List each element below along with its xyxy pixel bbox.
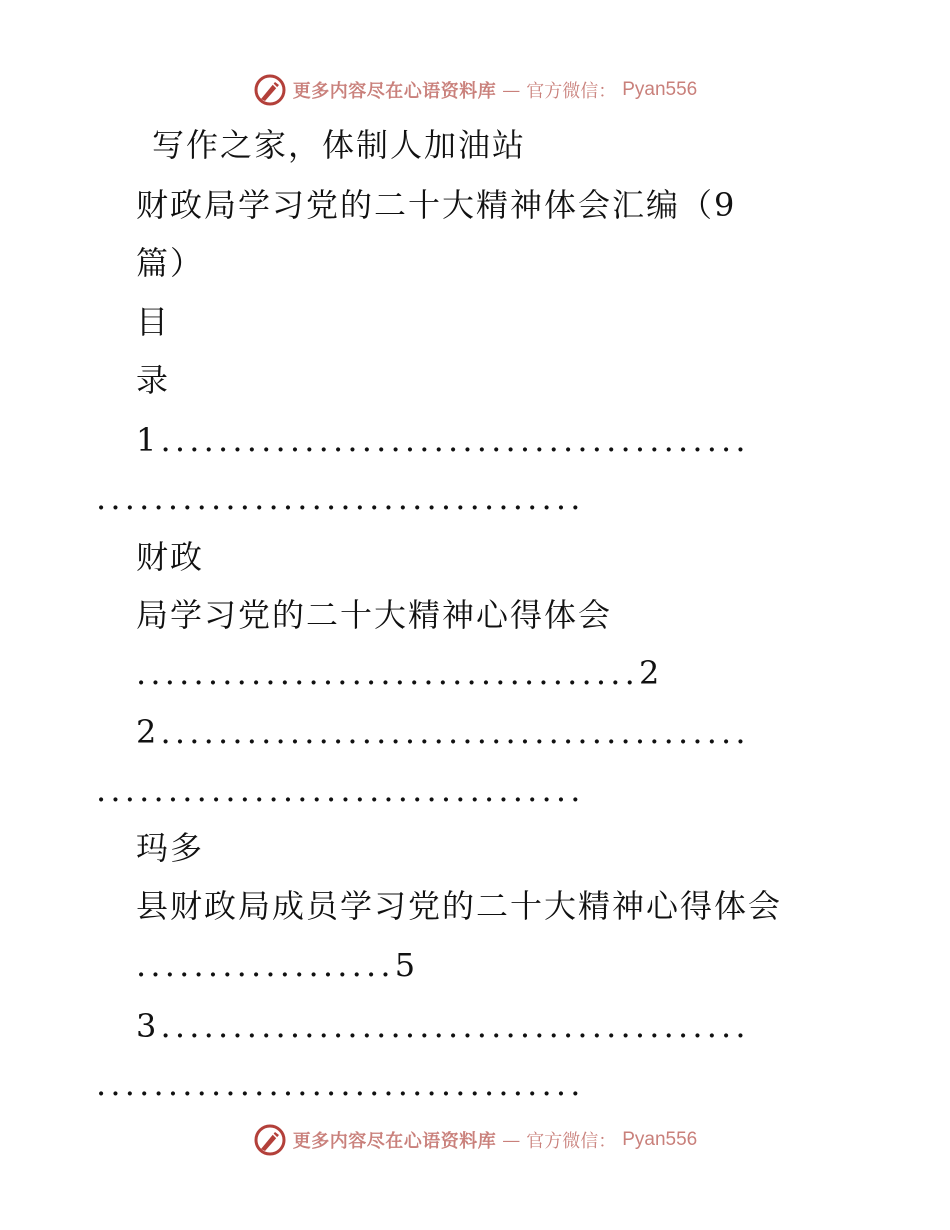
watermark-id: Pyan556: [622, 1129, 698, 1150]
watermark-label: 官方微信：: [526, 81, 617, 102]
toc-entry-1-number: 1.........................................: [136, 421, 750, 459]
watermark-separator: —: [502, 79, 521, 101]
pen-logo-icon: [253, 73, 287, 107]
watermark-text: 更多内容尽在心语资料库: [292, 81, 497, 102]
toc-entry-1-page: ...................................2: [136, 654, 664, 692]
watermark-text: 更多内容尽在心语资料库: [292, 1131, 497, 1152]
toc-entry-1-title-a: 财政: [136, 538, 205, 576]
toc-entry-1-title-b: 局学习党的二十大精神心得体会: [136, 596, 613, 634]
document-title-line2: 篇）: [136, 244, 205, 282]
pen-logo-icon: [253, 1123, 287, 1157]
watermark-footer: [0, 1120, 950, 1160]
toc-entry-2-title-b: 县财政局成员学习党的二十大精神心得体会: [136, 887, 783, 925]
site-slogan: 写作之家，体制人加油站: [152, 126, 527, 164]
toc-heading-char1: 目: [136, 303, 171, 341]
toc-entry-2-title-a: 玛多: [136, 829, 205, 867]
toc-entry-2-number: 2.........................................: [136, 713, 750, 751]
toc-entry-3-leader: ..................................: [96, 1065, 585, 1103]
document-title-line1: 财政局学习党的二十大精神体会汇编（9: [136, 186, 737, 224]
toc-heading-char2: 录: [136, 361, 171, 399]
watermark-id: Pyan556: [622, 79, 698, 100]
watermark-header: [0, 70, 950, 110]
watermark-separator: —: [502, 1129, 521, 1151]
toc-entry-3-number: 3.........................................: [136, 1007, 750, 1045]
toc-entry-2-leader: ..................................: [96, 771, 585, 809]
watermark-label: 官方微信：: [526, 1131, 617, 1152]
toc-entry-2-page: ..................5: [136, 946, 420, 984]
toc-entry-1-leader: ..................................: [96, 479, 585, 517]
